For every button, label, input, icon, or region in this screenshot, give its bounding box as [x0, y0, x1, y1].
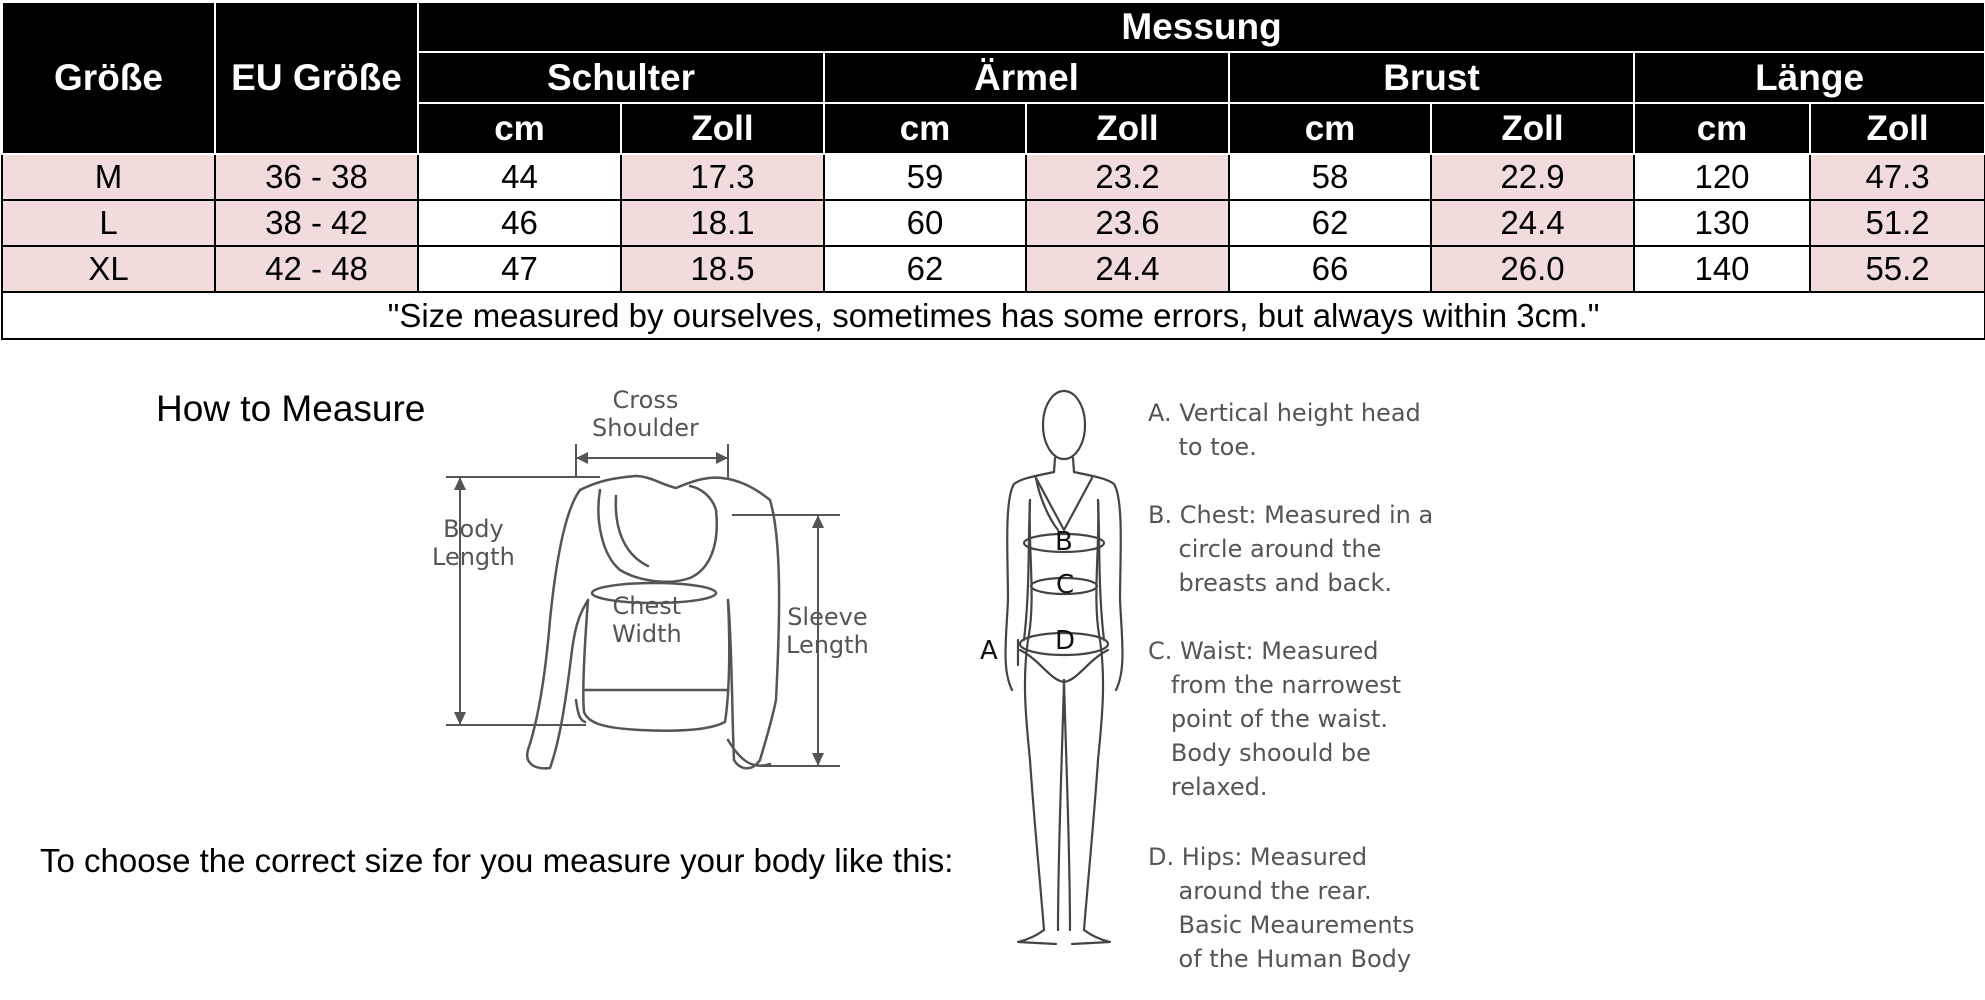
eu-size-header: EU Größe [215, 2, 418, 154]
measurement-header: Messung [418, 2, 1985, 52]
size-cell: M [2, 154, 215, 200]
value-cell: 59 [824, 154, 1026, 200]
measure-letter-d: D [1055, 626, 1076, 656]
measure-letter-a: A [980, 636, 998, 666]
value-cell: 55.2 [1810, 246, 1985, 292]
sleeve-length-label: Sleeve Length [786, 603, 869, 659]
value-cell: 18.1 [621, 200, 824, 246]
value-cell: 62 [1229, 200, 1431, 246]
unit-header: Zoll [1431, 103, 1634, 154]
unit-header: Zoll [1810, 103, 1985, 154]
value-cell: 23.2 [1026, 154, 1229, 200]
eu-size-cell: 42 - 48 [215, 246, 418, 292]
unit-header: cm [1229, 103, 1431, 154]
unit-header: Zoll [1026, 103, 1229, 154]
value-cell: 26.0 [1431, 246, 1634, 292]
body-length-label: Body Length [432, 515, 515, 571]
unit-header: cm [1634, 103, 1810, 154]
value-cell: 60 [824, 200, 1026, 246]
size-cell: L [2, 200, 215, 246]
cross-shoulder-label: Cross Shoulder [592, 386, 699, 442]
eu-size-cell: 38 - 42 [215, 200, 418, 246]
description-hips: D. Hips: Measured around the rear. Basic Meaurements of the Human Body [1148, 843, 1415, 973]
measure-letter-c: C [1056, 570, 1075, 600]
value-cell: 58 [1229, 154, 1431, 200]
value-cell: 66 [1229, 246, 1431, 292]
value-cell: 120 [1634, 154, 1810, 200]
description-waist: C. Waist: Measured from the narrowest point of the waist. Body shoould be relaxed. [1148, 637, 1402, 801]
group-header-chest: Brust [1229, 52, 1634, 103]
size-header: Größe [2, 2, 215, 154]
body-figure [1006, 391, 1123, 944]
group-header-length: Länge [1634, 52, 1985, 103]
value-cell: 22.9 [1431, 154, 1634, 200]
value-cell: 23.6 [1026, 200, 1229, 246]
value-cell: 130 [1634, 200, 1810, 246]
eu-size-cell: 36 - 38 [215, 154, 418, 200]
unit-header: cm [824, 103, 1026, 154]
choose-size-instruction: To choose the correct size for you measure your body like this: [40, 842, 954, 879]
value-cell: 24.4 [1431, 200, 1634, 246]
value-cell: 24.4 [1026, 246, 1229, 292]
value-cell: 17.3 [621, 154, 824, 200]
value-cell: 44 [418, 154, 621, 200]
unit-header: cm [418, 103, 621, 154]
value-cell: 46 [418, 200, 621, 246]
value-cell: 18.5 [621, 246, 824, 292]
value-cell: 62 [824, 246, 1026, 292]
how-to-measure-title: How to Measure [156, 388, 426, 429]
value-cell: 47.3 [1810, 154, 1985, 200]
description-chest: B. Chest: Measured in a circle around the breasts and back. [1148, 501, 1434, 597]
measure-letter-b: B [1055, 527, 1073, 557]
size-disclaimer-note: "Size measured by ourselves, sometimes has some errors, but always within 3cm." [2, 292, 1985, 339]
unit-header: Zoll [621, 103, 824, 154]
description-height: A. Vertical height head to toe. [1148, 399, 1421, 461]
size-cell: XL [2, 246, 215, 292]
group-header-sleeve: Ärmel [824, 52, 1229, 103]
group-header-shoulder: Schulter [418, 52, 824, 103]
chest-width-label: Chest Width [612, 592, 682, 648]
value-cell: 140 [1634, 246, 1810, 292]
value-cell: 51.2 [1810, 200, 1985, 246]
value-cell: 47 [418, 246, 621, 292]
